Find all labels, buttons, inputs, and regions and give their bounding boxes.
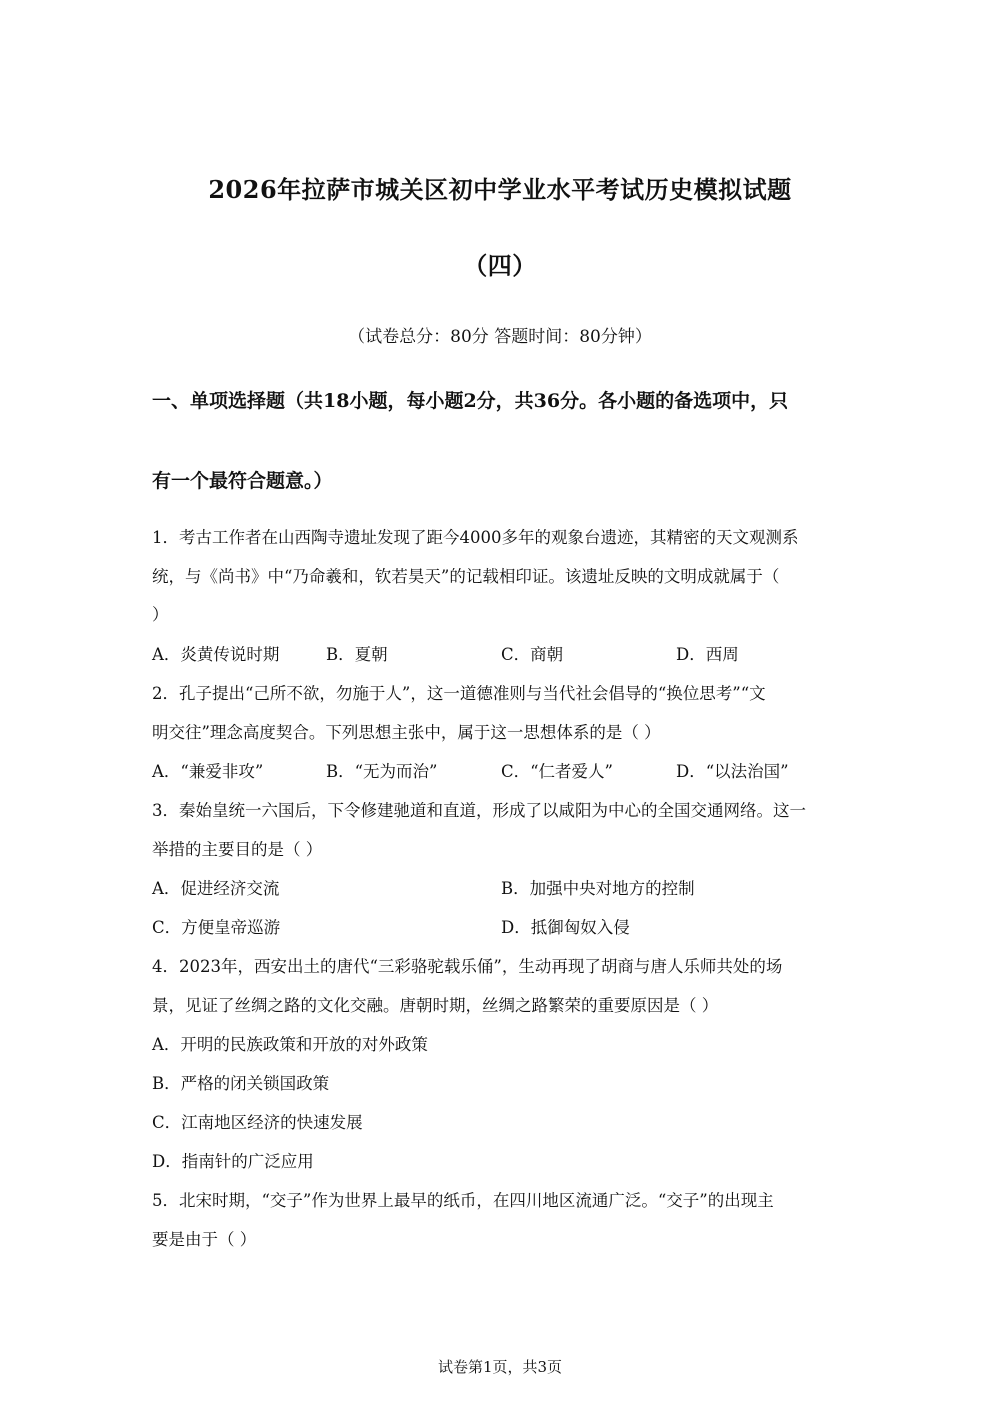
question-2-option-b[interactable]: B．“无为而治”: [326, 762, 438, 781]
exam-title: 2026年拉萨市城关区初中学业水平考试历史模拟试题: [208, 175, 792, 204]
question-1-option-c[interactable]: C．商朝: [501, 645, 564, 664]
question-1-option-d[interactable]: D．西周: [676, 645, 739, 664]
question-5-line-1: 5．北宋时期，“交子”作为世界上最早的纸币，在四川地区流通广泛。“交子”的出现主: [152, 1191, 774, 1210]
question-2-line-1: 2．孔子提出“己所不欲，勿施于人”，这一道德准则与当代社会倡导的“换位思考”“文: [152, 684, 766, 703]
exam-title-number: （四）: [463, 251, 537, 280]
question-1-option-a[interactable]: A．炎黄传说时期: [152, 645, 280, 664]
question-4-option-d[interactable]: D．指南针的广泛应用: [152, 1152, 314, 1171]
question-5-line-2: 要是由于（ ）: [152, 1230, 257, 1249]
section-heading: 一、单项选择题（共18小题，每小题2分，共36分。各小题的备选项中，只: [152, 390, 789, 412]
question-2-option-d[interactable]: D．“以法治国”: [676, 762, 789, 781]
question-4-line-1: 4．2023年，西安出土的唐代“三彩骆驼载乐俑”，生动再现了胡商与唐人乐师共处的场: [152, 957, 783, 976]
question-1-line-2: 统，与《尚书》中“乃命羲和，钦若昊天”的记载相印证。该遗址反映的文明成就属于（: [152, 567, 780, 586]
question-3-option-a[interactable]: A．促进经济交流: [152, 879, 280, 898]
question-4-option-a[interactable]: A．开明的民族政策和开放的对外政策: [152, 1035, 428, 1054]
question-3-option-b[interactable]: B．加强中央对地方的控制: [501, 879, 695, 898]
section-heading-continued: 有一个最符合题意。）: [152, 470, 333, 492]
question-3-line-2: 举措的主要目的是（ ）: [152, 840, 323, 859]
question-1-line-3: ）: [152, 605, 169, 624]
question-2-option-a[interactable]: A．“兼爱非攻”: [152, 762, 264, 781]
question-4-option-b[interactable]: B．严格的闭关锁国政策: [152, 1074, 330, 1093]
question-1-line-1: 1．考古工作者在山西陶寺遗址发现了距今4000多年的观象台遗迹，其精密的天文观测系: [152, 528, 799, 547]
exam-meta: （试卷总分：80分 答题时间：80分钟）: [348, 327, 652, 347]
page-footer: 试卷第1页，共3页: [437, 1358, 563, 1376]
question-4-line-2: 景，见证了丝绸之路的文化交融。唐朝时期，丝绸之路繁荣的重要原因是（ ）: [152, 996, 719, 1015]
question-2-line-2: 明交往”理念高度契合。下列思想主张中，属于这一思想体系的是（ ）: [152, 723, 661, 742]
question-3-option-d[interactable]: D．抵御匈奴入侵: [501, 918, 630, 937]
question-1-option-b[interactable]: B．夏朝: [326, 645, 388, 664]
question-3-line-1: 3．秦始皇统一六国后，下令修建驰道和直道，形成了以咸阳为中心的全国交通网络。这一: [152, 801, 806, 820]
question-3-option-c[interactable]: C．方便皇帝巡游: [152, 918, 281, 937]
question-4-option-c[interactable]: C．江南地区经济的快速发展: [152, 1113, 363, 1132]
question-2-option-c[interactable]: C．“仁者爱人”: [501, 762, 613, 781]
